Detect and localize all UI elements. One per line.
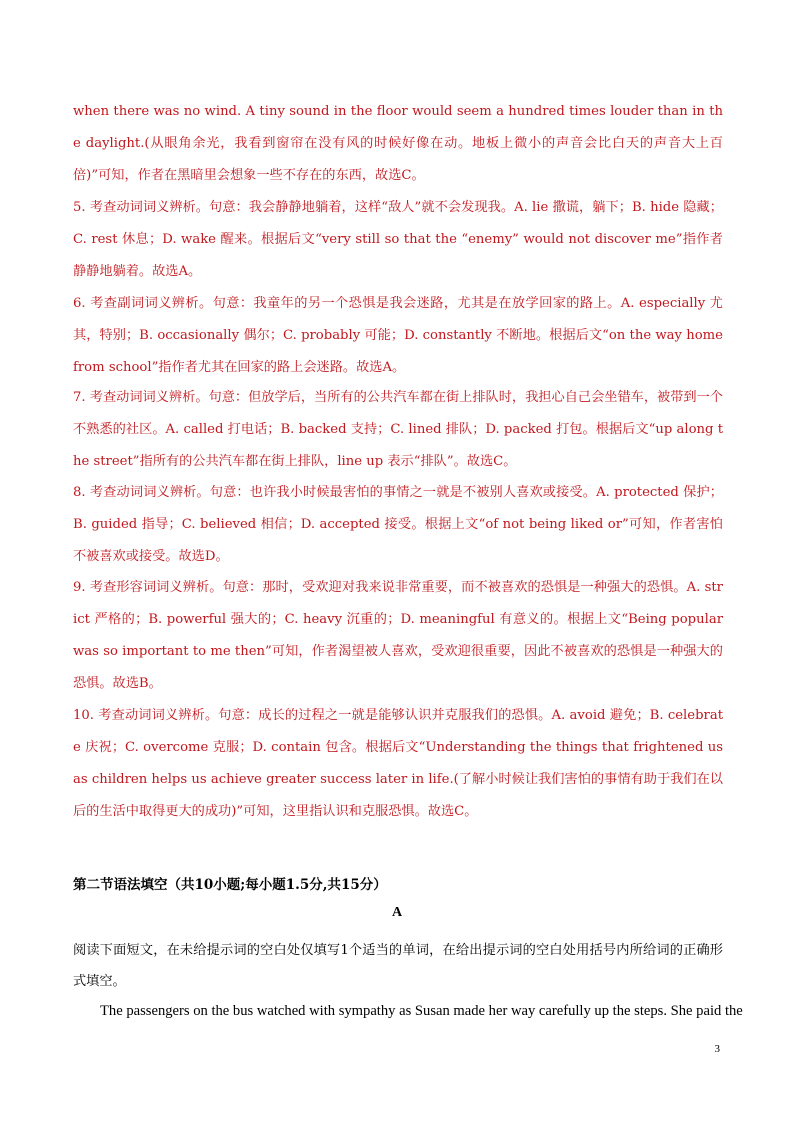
section-heading: 第二节语法填空（共10小题;每小题1.5分,共15分）	[73, 877, 387, 893]
answer-item-10: 10. 考查动词词义辨析。句意：成长的过程之一就是能够认识并克服我们的恐惧。A. avoid 避免；B. celebrate 庆祝；C. overcome 克服；D. contain 包含。根据后文“Understanding the things that frightened us as children helps us achieve greater success later in life.(了解小时候让我们害怕的事情有助于我们在以后的生活中取得更大的成功)”可知，这里指认识和克服恐惧。故选C。	[73, 708, 723, 819]
passage-text: The passengers on the bus watched with sympathy as Susan made her way carefully up the steps. She paid the	[100, 1003, 743, 1019]
answer-item-6: 6. 考查副词词义辨析。句意：我童年的另一个恐惧是我会迷路，尤其是在放学回家的路上。A. especially 尤其，特别；B. occasionally 偶尔；C. probably 可能；D. constantly 不断地。根据后文“on the way home from school”指作者尤其在回家的路上会迷路。故选A。	[73, 296, 723, 375]
page-number: 3	[714, 1043, 720, 1055]
passage-label: A	[391, 905, 403, 920]
answer-item-5: 5. 考查动词词义辨析。句意：我会静静地躺着，这样“敌人”就不会发现我。A. lie 撒谎，躺下；B. hide 隐藏；C. rest 休息；D. wake 醒来。根据后文“very still so that the “enemy” would not discover me”指作者静静地躺着。故选A。	[73, 200, 723, 279]
instruction-text: 阅读下面短文，在未给提示词的空白处仅填写1个适当的单词，在给出提示词的空白处用括号内所给词的正确形式填空。	[73, 943, 723, 989]
answer-continuation: when there was no wind. A tiny sound in the floor would seem a hundred times louder than in the daylight.(从眼角余光，我看到窗帘在没有风的时候好像在动。地板上微小的声音会比白天的声音大上百倍)”可知，作者在黑暗里会想象一些不存在的东西，故选C。	[73, 104, 723, 183]
answer-item-9: 9. 考查形容词词义辨析。句意：那时，受欢迎对我来说非常重要，而不被喜欢的恐惧是一种强大的恐惧。A. strict 严格的；B. powerful 强大的；C. heavy 沉重的；D. meaningful 有意义的。根据上文“Being popular was so important to me then”可知，作者渴望被人喜欢，受欢迎很重要，因此不被喜欢的恐惧是一种强大的恐惧。故选B。	[73, 580, 723, 691]
answer-item-8: 8. 考查动词词义辨析。句意：也许我小时候最害怕的事情之一就是不被别人喜欢或接受。A. protected 保护；B. guided 指导；C. believed 相信；D. accepted 接受。根据上文“of not being liked or”可知，作者害怕不被喜欢或接受。故选D。	[73, 485, 723, 564]
answer-item-7: 7. 考查动词词义辨析。句意：但放学后，当所有的公共汽车都在街上排队时，我担心自己会坐错车，被带到一个不熟悉的社区。A. called 打电话；B. backed 支持；C. lined 排队；D. packed 打包。根据后文“up along the street”指所有的公共汽车都在街上排队，line up 表示“排队”。故选C。	[73, 390, 723, 469]
